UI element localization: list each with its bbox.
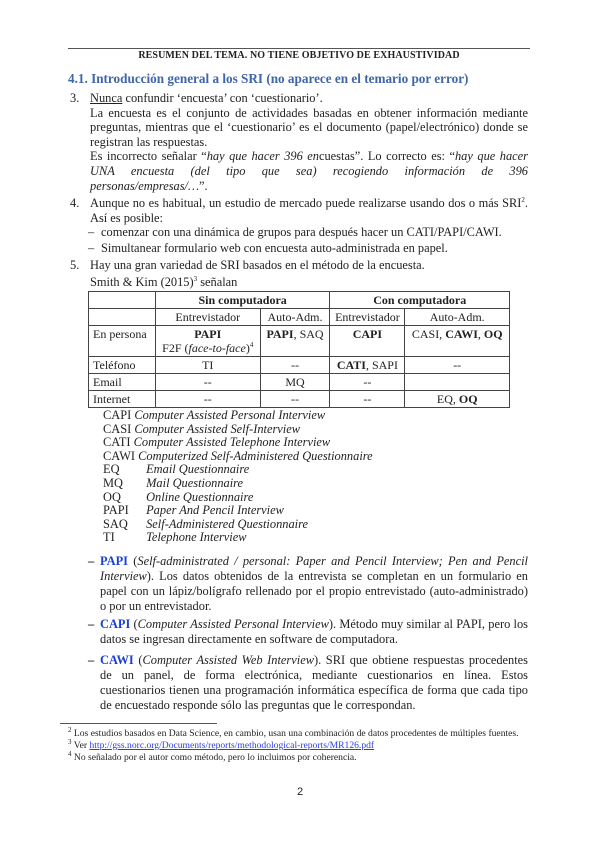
list-item-3	[68, 91, 528, 193]
sri-table	[88, 291, 510, 408]
abbreviation-meaning: Computerized Self-Administered Questionnaire	[138, 448, 373, 463]
method-capi: – CAPI (Computer Assisted Personal Interview). Método muy similar al PAPI, pero los datos se ingresan directamente en software de computadora.	[88, 616, 528, 646]
footnote-3: $^3$ Ver http://gss.norc.org/Documents/reports/methodological-reports/MR126.pdf	[68, 737, 375, 751]
abbreviation-key: MQ	[103, 475, 123, 490]
bullet-item: – comenzar con una dinámica de grupos para después hacer un CATI/PAPI/CAWI.	[88, 225, 502, 240]
example-paragraph: Es incorrecto señalar “hay que hacer 396 encuestas”. Lo correcto es: “hay que hacer UNA encuesta (del tipo que sea) recogiendo información de 396 personas/empresas/…”.	[90, 149, 528, 193]
abbreviation-item	[103, 477, 528, 491]
item-text: confundir ‘encuesta’ con ‘cuestionario’.	[122, 91, 323, 105]
abbreviation-item	[103, 518, 528, 532]
abbreviation-meaning: Computer Assisted Self-Interview	[134, 421, 300, 436]
abbreviation-meaning: Paper And Pencil Interview	[146, 503, 284, 518]
abbreviation-item	[103, 409, 528, 423]
abbreviation-key: CASI	[103, 421, 132, 436]
abbreviation-key: OQ	[103, 489, 121, 504]
footnote-link[interactable]: http://gss.norc.org/Documents/reports/methodological-reports/MR126.pdf	[89, 740, 375, 751]
section-heading: 4.1. Introducción general a los SRI (no aparece en el temario por error)	[68, 71, 469, 86]
bullet-list	[88, 225, 528, 256]
footnote-ref[interactable]: 3	[193, 274, 198, 283]
abbreviation-item	[103, 436, 528, 450]
abbreviation-key: CAWI	[103, 448, 136, 463]
table-row: Email -- MQ --	[89, 373, 510, 390]
bullet-item: – Simultanear formulario web con encuesta auto-administrada en papel.	[88, 240, 448, 255]
abbreviation-meaning: Email Questionnaire	[146, 462, 250, 477]
emphasis-nunca: Nunca	[90, 91, 123, 105]
page-number: 2	[296, 786, 304, 798]
abbreviation-key: SAQ	[103, 516, 128, 531]
table-row: Teléfono TI -- CATI, SAPI --	[89, 356, 510, 373]
running-header: RESUMEN DEL TEMA. NO TIENE OBJETIVO DE EXHAUSTIVIDAD	[138, 50, 460, 61]
footnotes	[68, 725, 528, 764]
abbreviation-meaning: Computer Assisted Personal Interview	[134, 407, 326, 422]
footnote-rule	[60, 723, 217, 724]
item-number: 3.	[70, 91, 80, 105]
table-row: Entrevistador Auto-Adm. Entrevistador Auto-Adm.	[89, 308, 510, 325]
table-source: Smith & Kim $(2015)^3$ señalan	[90, 274, 238, 289]
abbreviation-meaning: Self-Administered Questionnaire	[146, 516, 308, 531]
item-number: 5.	[70, 258, 80, 273]
item-number: 4.	[70, 196, 80, 211]
table-row: En persona PAPI F2F (face-to-face)$^4$ PAPI, SAQ CAPI CASI, CAWI, OQ	[89, 325, 510, 356]
definition-paragraph: La encuesta es el conjunto de actividades basadas en obtener información mediante preguntas, mientras que el ‘cuestionario’ es el documento (papel/electrónico) donde se registran las respuestas.	[90, 105, 528, 149]
abbreviation-item	[103, 491, 528, 505]
header-rule	[68, 48, 530, 49]
abbreviation-meaning: Computer Assisted Telephone Interview	[133, 435, 331, 450]
list-item-4	[68, 196, 528, 225]
item-text: Hay una gran variedad de SRI basados en el método de la encuesta.	[90, 258, 425, 273]
abbreviation-meaning: Telephone Interview	[146, 530, 247, 545]
footnote-4: $^4$ No señalado por el autor como método, pero lo incluimos por coherencia.	[68, 749, 357, 763]
abbreviation-key: EQ	[103, 462, 120, 477]
abbreviation-key: CATI	[103, 435, 131, 450]
abbreviation-item	[103, 504, 528, 518]
list-item-5	[68, 258, 528, 273]
method-papi: – PAPI (Self-administrated / personal: Paper and Pencil Interview; Pen and Pencil Interview). Los datos obtenidos de la entrevista se completan en un formulario en papel con un lápiz/bolígrafo rellenado por el propio entrevistado (auto-administrado) o por un entrevistador.	[88, 553, 528, 613]
abbreviation-item	[103, 450, 528, 464]
abbreviation-item	[103, 531, 528, 545]
method-cawi: – CAWI (Computer Assisted Web Interview). SRI que obtiene respuestas procedentes de un panel, de forma electrónica, mediante cuestionarios en línea. Estos cuestionarios tienen una programación informática específica de forma que cada tipo de encuestado responde sólo las preguntas que le correspondan.	[88, 652, 528, 712]
abbreviation-key: CAPI	[103, 407, 132, 422]
abbreviation-meaning: Mail Questionnaire	[146, 475, 244, 490]
table-row: Internet -- -- -- EQ, OQ	[89, 390, 510, 407]
abbreviation-item	[103, 463, 528, 477]
table-row: Sin computadora Con computadora	[89, 291, 510, 308]
item-text: Aunque no es habitual, un estudio de mercado puede realizarse usando dos o más SRI$^2$. Así es posible:	[90, 196, 528, 225]
page-content	[68, 71, 528, 713]
abbreviation-key: PAPI	[103, 503, 129, 518]
abbreviation-list	[103, 409, 528, 545]
footnote-ref[interactable]: 2	[521, 196, 525, 205]
abbreviation-meaning: Online Questionnaire	[146, 489, 254, 504]
abbreviation-key: TI	[103, 530, 115, 545]
footnote-2: $^2$ Los estudios basados en Data Science, en cambio, usan una combinación de datos procedentes de múltiples fuentes.	[68, 725, 519, 739]
abbreviation-item	[103, 423, 528, 437]
